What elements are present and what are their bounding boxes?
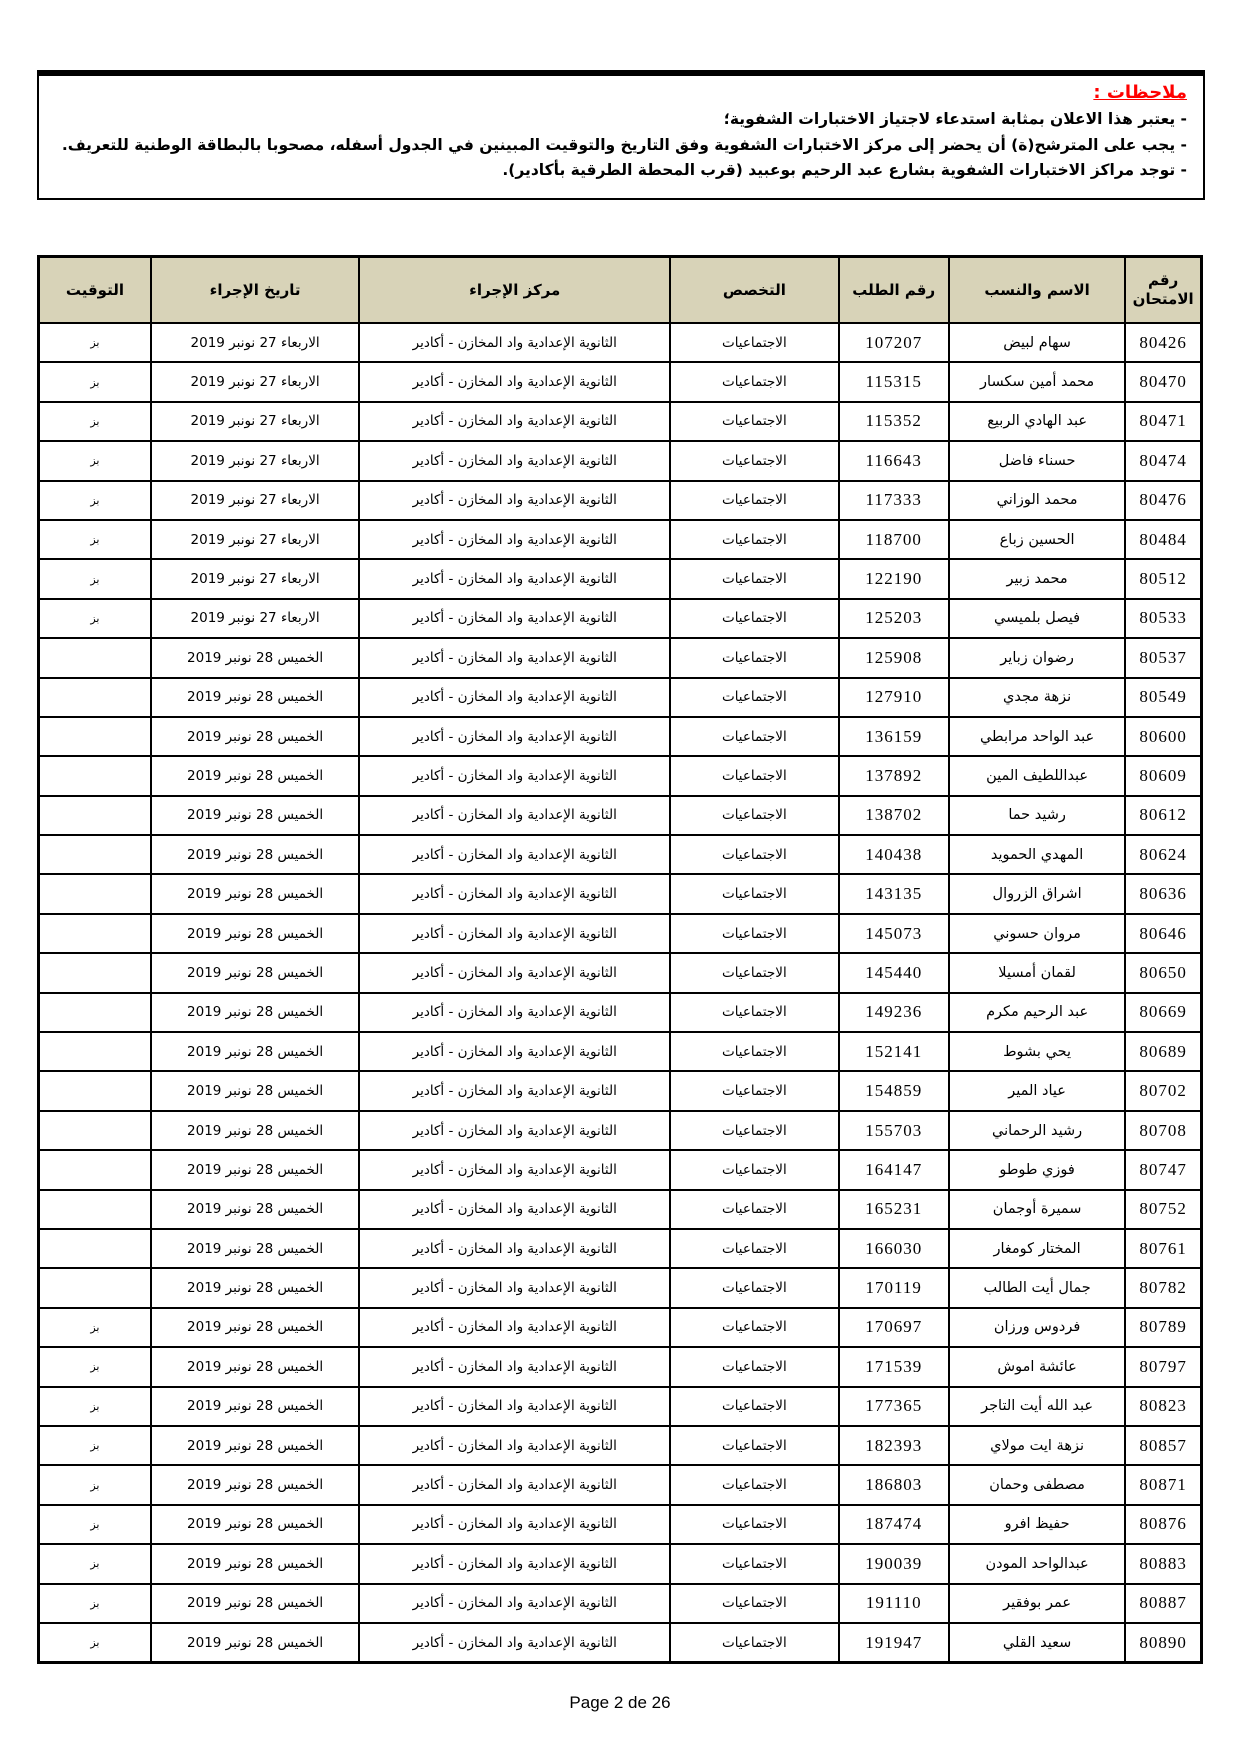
center-cell: الثانوية الإعدادية واد المخازن - أكادير [359,1071,670,1110]
specialty-cell: الاجتماعيات [670,717,838,756]
timing-cell [39,914,151,953]
exam-number-cell: 80782 [1125,1268,1201,1307]
timing-cell [39,874,151,913]
name-cell: عبد الرحيم مكرم [949,993,1125,1032]
table-row [39,1347,1202,1386]
exam-schedule-table [37,255,1203,1664]
center-cell: الثانوية الإعدادية واد المخازن - أكادير [359,441,670,480]
timing-cell: بز [39,1387,151,1426]
center-cell: الثانوية الإعدادية واد المخازن - أكادير [359,914,670,953]
specialty-cell: الاجتماعيات [670,323,838,362]
name-cell: سعيد القلي [949,1623,1125,1663]
table-row [39,717,1202,756]
request-number-cell: 166030 [839,1229,949,1268]
specialty-cell: الاجتماعيات [670,1308,838,1347]
specialty-cell: الاجتماعيات [670,953,838,992]
name-cell: فوزي طوطو [949,1150,1125,1189]
name-cell: عمر بوفقير [949,1584,1125,1623]
center-cell: الثانوية الإعدادية واد المخازن - أكادير [359,1505,670,1544]
request-number-cell: 155703 [839,1111,949,1150]
name-cell: مروان حسوني [949,914,1125,953]
name-cell: الحسين زباع [949,520,1125,559]
date-cell: الخميس 28 نونبر 2019 [151,1544,360,1583]
date-cell: الاربعاء 27 نونبر 2019 [151,402,360,441]
table-row [39,678,1202,717]
specialty-cell: الاجتماعيات [670,678,838,717]
date-cell: الخميس 28 نونبر 2019 [151,796,360,835]
center-cell: الثانوية الإعدادية واد المخازن - أكادير [359,520,670,559]
timing-cell [39,1268,151,1307]
timing-cell: بز [39,599,151,638]
center-cell: الثانوية الإعدادية واد المخازن - أكادير [359,1544,670,1583]
date-cell: الخميس 28 نونبر 2019 [151,1229,360,1268]
exam-number-cell: 80883 [1125,1544,1201,1583]
timing-cell [39,835,151,874]
request-number-cell: 118700 [839,520,949,559]
table-row [39,1032,1202,1071]
table-row [39,1111,1202,1150]
column-header-center: مركز الإجراء [359,257,670,324]
request-number-cell: 127910 [839,678,949,717]
name-cell: عبد الله أيت التاجر [949,1387,1125,1426]
center-cell: الثانوية الإعدادية واد المخازن - أكادير [359,717,670,756]
specialty-cell: الاجتماعيات [670,993,838,1032]
name-cell: محمد الوزاني [949,481,1125,520]
date-cell: الخميس 28 نونبر 2019 [151,1584,360,1623]
center-cell: الثانوية الإعدادية واد المخازن - أكادير [359,1584,670,1623]
exam-number-cell: 80876 [1125,1505,1201,1544]
column-header-timing: التوقيت [39,257,151,324]
name-cell: حسناء فاضل [949,441,1125,480]
name-cell: رشيد الرحماني [949,1111,1125,1150]
date-cell: الخميس 28 نونبر 2019 [151,1623,360,1663]
request-number-cell: 140438 [839,835,949,874]
table-row [39,1505,1202,1544]
column-header-specialty: التخصص [670,257,838,324]
timing-cell [39,678,151,717]
name-cell: سميرة أوجمان [949,1190,1125,1229]
request-number-cell: 137892 [839,756,949,795]
request-number-cell: 115352 [839,402,949,441]
specialty-cell: الاجتماعيات [670,1150,838,1189]
specialty-cell: الاجتماعيات [670,1505,838,1544]
request-number-cell: 138702 [839,796,949,835]
table-row [39,1387,1202,1426]
specialty-cell: الاجتماعيات [670,1190,838,1229]
date-cell: الخميس 28 نونبر 2019 [151,1347,360,1386]
request-number-cell: 154859 [839,1071,949,1110]
notes-title: ملاحظات : [1093,82,1187,103]
exam-number-cell: 80650 [1125,953,1201,992]
request-number-cell: 170119 [839,1268,949,1307]
timing-cell [39,953,151,992]
name-cell: عبدالواحد المودن [949,1544,1125,1583]
name-cell: سهام لبيض [949,323,1125,362]
date-cell: الخميس 28 نونبر 2019 [151,678,360,717]
center-cell: الثانوية الإعدادية واد المخازن - أكادير [359,835,670,874]
table-row [39,993,1202,1032]
date-cell: الخميس 28 نونبر 2019 [151,1150,360,1189]
request-number-cell: 143135 [839,874,949,913]
exam-number-cell: 80789 [1125,1308,1201,1347]
specialty-cell: الاجتماعيات [670,874,838,913]
request-number-cell: 136159 [839,717,949,756]
name-cell: عبد الواحد مرابطي [949,717,1125,756]
timing-cell: بز [39,1584,151,1623]
center-cell: الثانوية الإعدادية واد المخازن - أكادير [359,362,670,401]
exam-number-cell: 80871 [1125,1465,1201,1504]
center-cell: الثانوية الإعدادية واد المخازن - أكادير [359,796,670,835]
request-number-cell: 171539 [839,1347,949,1386]
request-number-cell: 165231 [839,1190,949,1229]
center-cell: الثانوية الإعدادية واد المخازن - أكادير [359,1465,670,1504]
table-row [39,1584,1202,1623]
date-cell: الخميس 28 نونبر 2019 [151,1268,360,1307]
date-cell: الخميس 28 نونبر 2019 [151,953,360,992]
date-cell: الخميس 28 نونبر 2019 [151,1032,360,1071]
table-row [39,835,1202,874]
request-number-cell: 115315 [839,362,949,401]
center-cell: الثانوية الإعدادية واد المخازن - أكادير [359,756,670,795]
date-cell: الخميس 28 نونبر 2019 [151,1308,360,1347]
table-header-row [39,257,1202,324]
date-cell: الاربعاء 27 نونبر 2019 [151,520,360,559]
timing-cell: بز [39,481,151,520]
center-cell: الثانوية الإعدادية واد المخازن - أكادير [359,1623,670,1663]
table-row [39,402,1202,441]
specialty-cell: الاجتماعيات [670,796,838,835]
center-cell: الثانوية الإعدادية واد المخازن - أكادير [359,1190,670,1229]
request-number-cell: 145440 [839,953,949,992]
date-cell: الاربعاء 27 نونبر 2019 [151,441,360,480]
date-cell: الاربعاء 27 نونبر 2019 [151,599,360,638]
center-cell: الثانوية الإعدادية واد المخازن - أكادير [359,559,670,598]
name-cell: حفيظ افرو [949,1505,1125,1544]
exam-number-cell: 80797 [1125,1347,1201,1386]
exam-number-cell: 80708 [1125,1111,1201,1150]
center-cell: الثانوية الإعدادية واد المخازن - أكادير [359,402,670,441]
table-row [39,874,1202,913]
note-line: - يعتبر هذا الاعلان بمثابة استدعاء لاجتياز الاختبارات الشفوية؛ [723,110,1187,128]
request-number-cell: 145073 [839,914,949,953]
exam-table-body [39,323,1202,1663]
name-cell: جمال أيت الطالب [949,1268,1125,1307]
center-cell: الثانوية الإعدادية واد المخازن - أكادير [359,993,670,1032]
request-number-cell: 187474 [839,1505,949,1544]
timing-cell: بز [39,1347,151,1386]
table-row [39,599,1202,638]
exam-number-cell: 80474 [1125,441,1201,480]
exam-number-cell: 80470 [1125,362,1201,401]
exam-number-cell: 80476 [1125,481,1201,520]
date-cell: الخميس 28 نونبر 2019 [151,1111,360,1150]
specialty-cell: الاجتماعيات [670,638,838,677]
table-row [39,756,1202,795]
timing-cell: بز [39,1465,151,1504]
date-cell: الخميس 28 نونبر 2019 [151,1071,360,1110]
name-cell: عبد الهادي الربيع [949,402,1125,441]
exam-number-cell: 80549 [1125,678,1201,717]
name-cell: محمد زبير [949,559,1125,598]
notes-box [37,70,1205,200]
center-cell: الثانوية الإعدادية واد المخازن - أكادير [359,1387,670,1426]
request-number-cell: 170697 [839,1308,949,1347]
exam-number-cell: 80761 [1125,1229,1201,1268]
table-row [39,953,1202,992]
date-cell: الخميس 28 نونبر 2019 [151,874,360,913]
timing-cell [39,796,151,835]
name-cell: نزهة ايت مولاي [949,1426,1125,1465]
specialty-cell: الاجتماعيات [670,1111,838,1150]
exam-number-cell: 80426 [1125,323,1201,362]
center-cell: الثانوية الإعدادية واد المخازن - أكادير [359,599,670,638]
date-cell: الخميس 28 نونبر 2019 [151,638,360,677]
name-cell: يحي بشوط [949,1032,1125,1071]
timing-cell [39,638,151,677]
exam-number-cell: 80752 [1125,1190,1201,1229]
exam-number-cell: 80624 [1125,835,1201,874]
specialty-cell: الاجتماعيات [670,1071,838,1110]
center-cell: الثانوية الإعدادية واد المخازن - أكادير [359,1426,670,1465]
center-cell: الثانوية الإعدادية واد المخازن - أكادير [359,323,670,362]
exam-number-cell: 80890 [1125,1623,1201,1663]
name-cell: رضوان زباير [949,638,1125,677]
request-number-cell: 152141 [839,1032,949,1071]
column-header-request-number: رقم الطلب [839,257,949,324]
center-cell: الثانوية الإعدادية واد المخازن - أكادير [359,1268,670,1307]
table-row [39,1229,1202,1268]
date-cell: الخميس 28 نونبر 2019 [151,835,360,874]
specialty-cell: الاجتماعيات [670,599,838,638]
request-number-cell: 182393 [839,1426,949,1465]
column-header-date: تاريخ الإجراء [151,257,360,324]
exam-number-cell: 80823 [1125,1387,1201,1426]
name-cell: المهدي الحمويد [949,835,1125,874]
date-cell: الخميس 28 نونبر 2019 [151,1190,360,1229]
table-row [39,481,1202,520]
timing-cell [39,1032,151,1071]
request-number-cell: 164147 [839,1150,949,1189]
exam-number-cell: 80600 [1125,717,1201,756]
exam-number-cell: 80609 [1125,756,1201,795]
table-row [39,362,1202,401]
name-cell: مصطفى وحمان [949,1465,1125,1504]
name-cell: فردوس ورزان [949,1308,1125,1347]
specialty-cell: الاجتماعيات [670,559,838,598]
timing-cell: بز [39,402,151,441]
table-row [39,1623,1202,1663]
name-cell: عياد المير [949,1071,1125,1110]
exam-number-cell: 80857 [1125,1426,1201,1465]
timing-cell [39,993,151,1032]
date-cell: الاربعاء 27 نونبر 2019 [151,362,360,401]
specialty-cell: الاجتماعيات [670,756,838,795]
table-row [39,1544,1202,1583]
timing-cell: بز [39,1308,151,1347]
center-cell: الثانوية الإعدادية واد المخازن - أكادير [359,638,670,677]
timing-cell [39,1150,151,1189]
center-cell: الثانوية الإعدادية واد المخازن - أكادير [359,1032,670,1071]
center-cell: الثانوية الإعدادية واد المخازن - أكادير [359,874,670,913]
timing-cell: بز [39,1544,151,1583]
specialty-cell: الاجتماعيات [670,402,838,441]
column-header-exam-number: رقم الامتحان [1125,257,1201,324]
exam-number-cell: 80702 [1125,1071,1201,1110]
request-number-cell: 177365 [839,1387,949,1426]
specialty-cell: الاجتماعيات [670,1584,838,1623]
exam-number-cell: 80887 [1125,1584,1201,1623]
request-number-cell: 117333 [839,481,949,520]
specialty-cell: الاجتماعيات [670,1387,838,1426]
date-cell: الاربعاء 27 نونبر 2019 [151,559,360,598]
center-cell: الثانوية الإعدادية واد المخازن - أكادير [359,481,670,520]
request-number-cell: 122190 [839,559,949,598]
table-row [39,559,1202,598]
request-number-cell: 125203 [839,599,949,638]
center-cell: الثانوية الإعدادية واد المخازن - أكادير [359,1150,670,1189]
specialty-cell: الاجتماعيات [670,1544,838,1583]
table-row [39,796,1202,835]
exam-number-cell: 80537 [1125,638,1201,677]
timing-cell: بز [39,441,151,480]
request-number-cell: 149236 [839,993,949,1032]
specialty-cell: الاجتماعيات [670,520,838,559]
table-row [39,1150,1202,1189]
request-number-cell: 186803 [839,1465,949,1504]
date-cell: الخميس 28 نونبر 2019 [151,756,360,795]
name-cell: نزهة مجدي [949,678,1125,717]
specialty-cell: الاجتماعيات [670,835,838,874]
date-cell: الخميس 28 نونبر 2019 [151,1387,360,1426]
date-cell: الخميس 28 نونبر 2019 [151,914,360,953]
date-cell: الاربعاء 27 نونبر 2019 [151,323,360,362]
date-cell: الخميس 28 نونبر 2019 [151,1505,360,1544]
exam-number-cell: 80646 [1125,914,1201,953]
table-row [39,323,1202,362]
exam-number-cell: 80669 [1125,993,1201,1032]
table-row [39,1071,1202,1110]
timing-cell [39,717,151,756]
name-cell: عبداللطيف المين [949,756,1125,795]
table-row [39,638,1202,677]
timing-cell: بز [39,1426,151,1465]
timing-cell [39,1229,151,1268]
date-cell: الاربعاء 27 نونبر 2019 [151,481,360,520]
specialty-cell: الاجتماعيات [670,481,838,520]
timing-cell [39,1111,151,1150]
timing-cell: بز [39,520,151,559]
note-line: - توجد مراكز الاختبارات الشفوية بشارع عبد الرحيم بوعبيد (قرب المحطة الطرقية بأكادير). [502,161,1187,180]
table-row [39,1426,1202,1465]
center-cell: الثانوية الإعدادية واد المخازن - أكادير [359,1308,670,1347]
page-number-footer: Page 2 de 26 [569,1693,671,1712]
specialty-cell: الاجتماعيات [670,1268,838,1307]
center-cell: الثانوية الإعدادية واد المخازن - أكادير [359,1111,670,1150]
specialty-cell: الاجتماعيات [670,1032,838,1071]
name-cell: عائشة اموش [949,1347,1125,1386]
request-number-cell: 191110 [839,1584,949,1623]
specialty-cell: الاجتماعيات [670,1229,838,1268]
exam-number-cell: 80484 [1125,520,1201,559]
request-number-cell: 125908 [839,638,949,677]
exam-number-cell: 80612 [1125,796,1201,835]
date-cell: الخميس 28 نونبر 2019 [151,1426,360,1465]
center-cell: الثانوية الإعدادية واد المخازن - أكادير [359,1347,670,1386]
exam-number-cell: 80512 [1125,559,1201,598]
date-cell: الخميس 28 نونبر 2019 [151,993,360,1032]
exam-number-cell: 80533 [1125,599,1201,638]
timing-cell: بز [39,323,151,362]
center-cell: الثانوية الإعدادية واد المخازن - أكادير [359,678,670,717]
timing-cell: بز [39,362,151,401]
exam-number-cell: 80636 [1125,874,1201,913]
timing-cell: بز [39,559,151,598]
table-row [39,520,1202,559]
name-cell: فيصل بلميسي [949,599,1125,638]
specialty-cell: الاجتماعيات [670,362,838,401]
table-row [39,1190,1202,1229]
specialty-cell: الاجتماعيات [670,1426,838,1465]
table-row [39,1268,1202,1307]
request-number-cell: 107207 [839,323,949,362]
specialty-cell: الاجتماعيات [670,1623,838,1663]
exam-number-cell: 80689 [1125,1032,1201,1071]
column-header-name: الاسم والنسب [949,257,1125,324]
timing-cell: بز [39,1623,151,1663]
name-cell: اشراق الزروال [949,874,1125,913]
request-number-cell: 190039 [839,1544,949,1583]
name-cell: رشيد حما [949,796,1125,835]
exam-number-cell: 80471 [1125,402,1201,441]
table-row [39,1465,1202,1504]
name-cell: محمد أمين سكسار [949,362,1125,401]
timing-cell [39,1071,151,1110]
timing-cell: بز [39,1505,151,1544]
specialty-cell: الاجتماعيات [670,1347,838,1386]
request-number-cell: 191947 [839,1623,949,1663]
table-row [39,914,1202,953]
name-cell: المختار كومغار [949,1229,1125,1268]
date-cell: الخميس 28 نونبر 2019 [151,717,360,756]
note-line: - يجب على المترشح(ة) أن يحضر إلى مركز الاختبارات الشفوية وفق التاريخ والتوقيت المبينين في الجدول أسفله، مصحوبا بالبطاقة الوطنية للتعريف. [61,135,1187,154]
center-cell: الثانوية الإعدادية واد المخازن - أكادير [359,953,670,992]
timing-cell [39,756,151,795]
exam-number-cell: 80747 [1125,1150,1201,1189]
table-row [39,1308,1202,1347]
name-cell: لقمان أمسيلا [949,953,1125,992]
specialty-cell: الاجتماعيات [670,441,838,480]
date-cell: الخميس 28 نونبر 2019 [151,1465,360,1504]
specialty-cell: الاجتماعيات [670,914,838,953]
request-number-cell: 116643 [839,441,949,480]
timing-cell [39,1190,151,1229]
table-row [39,441,1202,480]
center-cell: الثانوية الإعدادية واد المخازن - أكادير [359,1229,670,1268]
specialty-cell: الاجتماعيات [670,1465,838,1504]
